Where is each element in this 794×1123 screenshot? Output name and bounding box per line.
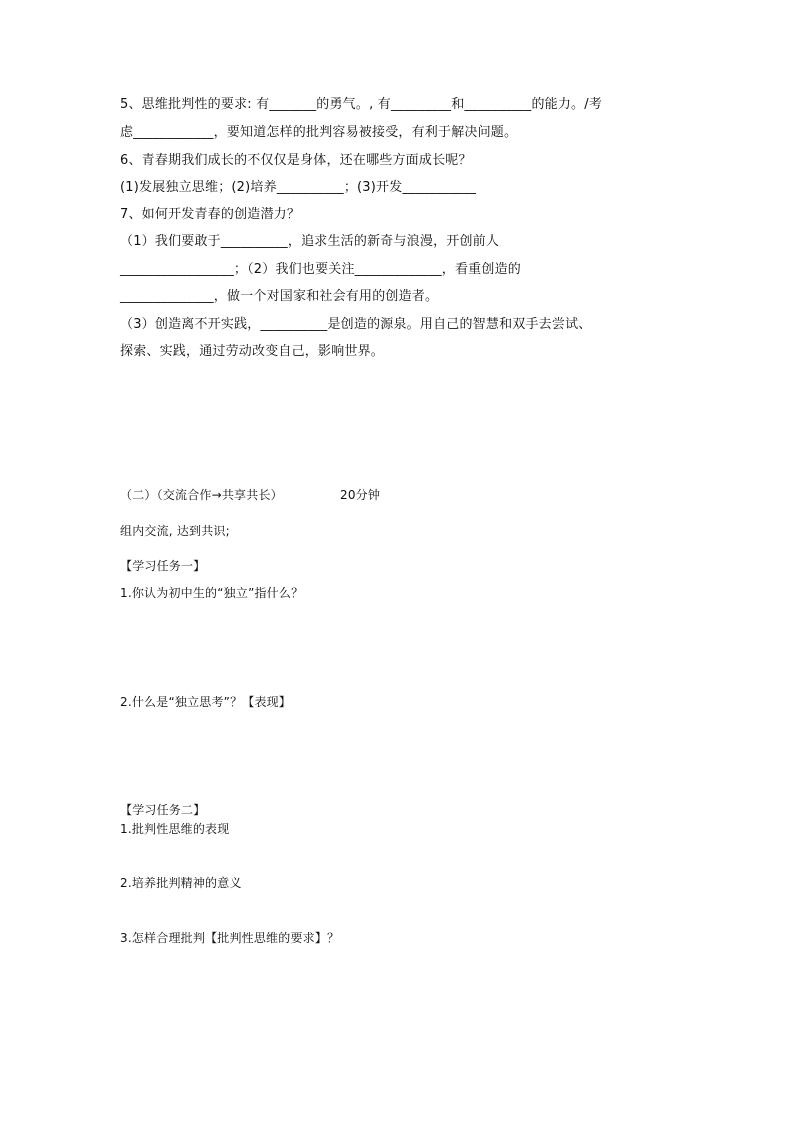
task-1-question-2: 2.什么是“独立思考”？【表现】	[120, 695, 292, 709]
question-6-answer: (1)发展独立思维；(2)培养__________；(3)开发___________	[120, 180, 477, 195]
task-2-question-2: 2.培养批判精神的意义	[120, 876, 242, 890]
task-2-question-3: 3.怎样合理批判【批判性思维的要求】？	[120, 931, 340, 945]
question-7-line-1: （1）我们要敢于__________，追求生活的新奇与浪漫，开创前人	[120, 234, 500, 249]
question-6-title: 6、青春期我们成长的不仅仅是身体，还在哪些方面成长呢？	[120, 153, 472, 168]
task-1-heading: 【学习任务一】	[120, 559, 206, 573]
question-7-line-4: （3）创造离不开实践，__________是创造的源泉。用自己的智慧和双手去尝试、	[120, 317, 592, 332]
section-2-instruction: 组内交流, 达到共识;	[120, 524, 230, 538]
question-7-title: 7、如何开发青春的创造潜力？	[120, 207, 301, 222]
task-1-question-1: 1.你认为初中生的“独立”指什么？	[120, 586, 304, 600]
task-2-heading: 【学习任务二】	[120, 803, 206, 817]
question-7-line-3: ______________，做一个对国家和社会有用的创造者。	[120, 289, 439, 304]
task-2-question-1: 1.批判性思维的表现	[120, 822, 230, 836]
question-5-line-2: 虑____________，要知道怎样的批判容易被接受，有利于解决问题。	[120, 125, 518, 140]
question-5-line-1: 5、思维批判性的要求: 有_______的勇气。, 有_________和__________的能力。/考	[120, 97, 603, 112]
section-2-title: （二）（交流合作→共享共长）	[120, 488, 283, 502]
question-7-line-5: 探索、实践，通过劳动改变自己，影响世界。	[120, 344, 385, 359]
section-2-time: 20分钟	[340, 488, 381, 502]
question-7-line-2: _________________；（2）我们也要关注_____________，看重创造的	[120, 262, 521, 277]
